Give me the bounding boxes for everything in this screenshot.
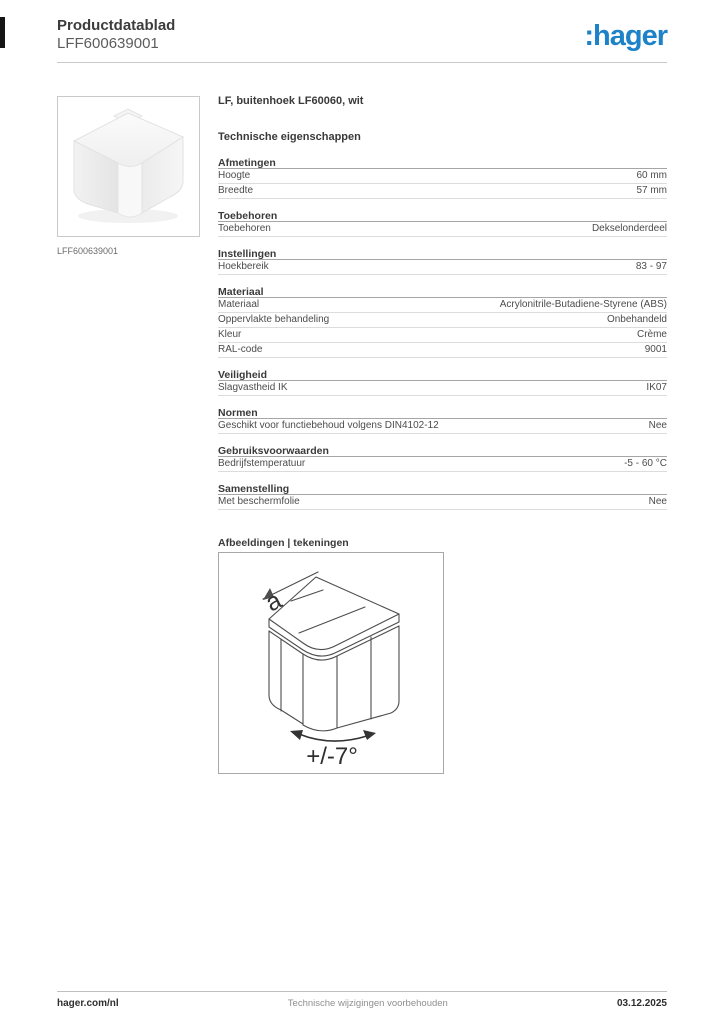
spec-label: Breedte bbox=[218, 185, 254, 196]
spec-section-title: Veiligheid bbox=[218, 370, 667, 381]
spec-section-materiaal bbox=[218, 287, 667, 358]
spec-section-toebehoren bbox=[218, 211, 667, 237]
page-footer bbox=[57, 998, 667, 1009]
spec-section-normen bbox=[218, 408, 667, 434]
spec-label: Bedrijfstemperatuur bbox=[218, 458, 306, 469]
spec-label: RAL-code bbox=[218, 344, 263, 355]
spec-value: Nee bbox=[648, 420, 667, 431]
spec-value: 57 mm bbox=[636, 185, 667, 196]
spec-section-veiligheid bbox=[218, 370, 667, 396]
spec-row bbox=[218, 169, 667, 184]
spec-section-title: Instellingen bbox=[218, 249, 667, 260]
spec-section-instellingen bbox=[218, 249, 667, 275]
spec-value: Dekselonderdeel bbox=[591, 223, 667, 234]
footer-website: hager.com/nl bbox=[57, 998, 119, 1009]
technical-drawing-frame bbox=[218, 552, 444, 774]
spec-label: Materiaal bbox=[218, 299, 260, 310]
spec-row bbox=[218, 328, 667, 343]
spec-value: Onbehandeld bbox=[606, 314, 667, 325]
spec-label: Kleur bbox=[218, 329, 242, 340]
spec-section-title: Afmetingen bbox=[218, 158, 667, 169]
spec-value: 60 mm bbox=[636, 170, 667, 181]
footer-divider bbox=[57, 991, 667, 992]
content-column bbox=[218, 96, 667, 774]
spec-section-gebruiksvoorwaarden bbox=[218, 446, 667, 472]
crop-mark bbox=[0, 17, 5, 48]
drawings-heading: Afbeeldingen | tekeningen bbox=[218, 537, 349, 549]
technical-drawing bbox=[219, 553, 443, 773]
spec-value: Crème bbox=[636, 329, 667, 340]
spec-value: Acrylonitrile-Butadiene-Styrene (ABS) bbox=[499, 299, 667, 310]
product-reference: LFF600639001 bbox=[57, 35, 159, 52]
spec-row bbox=[218, 457, 667, 472]
specs-heading: Technische eigenschappen bbox=[218, 131, 361, 143]
spec-row bbox=[218, 313, 667, 328]
spec-section-afmetingen bbox=[218, 158, 667, 199]
spec-row bbox=[218, 381, 667, 396]
product-photo-frame bbox=[57, 96, 200, 237]
spec-value: 9001 bbox=[644, 344, 667, 355]
angle-label: +/-7° bbox=[306, 743, 358, 770]
spec-row bbox=[218, 260, 667, 275]
dimension-label: a bbox=[261, 586, 287, 618]
hager-logo: :hager bbox=[584, 20, 667, 52]
spec-row bbox=[218, 419, 667, 434]
spec-value: -5 - 60 °C bbox=[624, 458, 667, 469]
spec-section-title: Toebehoren bbox=[218, 211, 667, 222]
spec-value: 83 - 97 bbox=[635, 261, 667, 272]
spec-label: Slagvastheid IK bbox=[218, 382, 288, 393]
spec-section-samenstelling bbox=[218, 484, 667, 510]
spec-row bbox=[218, 222, 667, 237]
spec-section-title: Gebruiksvoorwaarden bbox=[218, 446, 667, 457]
page-header bbox=[57, 17, 667, 53]
product-photo bbox=[58, 97, 199, 236]
page-title: Productdatablad bbox=[57, 17, 176, 34]
spec-section-title: Materiaal bbox=[218, 287, 667, 298]
spec-label: Oppervlakte behandeling bbox=[218, 314, 330, 325]
product-photo-column bbox=[57, 96, 200, 256]
spec-section-title: Normen bbox=[218, 408, 667, 419]
spec-label: Hoogte bbox=[218, 170, 251, 181]
header-divider bbox=[57, 62, 667, 63]
spec-label: Hoekbereik bbox=[218, 261, 269, 272]
spec-label: Met beschermfolie bbox=[218, 496, 300, 507]
spec-section-title: Samenstelling bbox=[218, 484, 667, 495]
spec-label: Toebehoren bbox=[218, 223, 271, 234]
spec-label: Geschikt voor functiebehoud volgens DIN4102-12 bbox=[218, 420, 439, 431]
product-photo-caption: LFF600639001 bbox=[57, 246, 119, 256]
spec-row bbox=[218, 298, 667, 313]
spec-value: Nee bbox=[648, 496, 667, 507]
footer-date: 03.12.2025 bbox=[616, 998, 667, 1009]
spec-row bbox=[218, 184, 667, 199]
spec-row bbox=[218, 495, 667, 510]
spec-value: IK07 bbox=[646, 382, 667, 393]
product-title: LF, buitenhoek LF60060, wit bbox=[218, 95, 364, 107]
footer-disclaimer: Technische wijzigingen voorbehouden bbox=[287, 998, 448, 1009]
spec-row bbox=[218, 343, 667, 358]
